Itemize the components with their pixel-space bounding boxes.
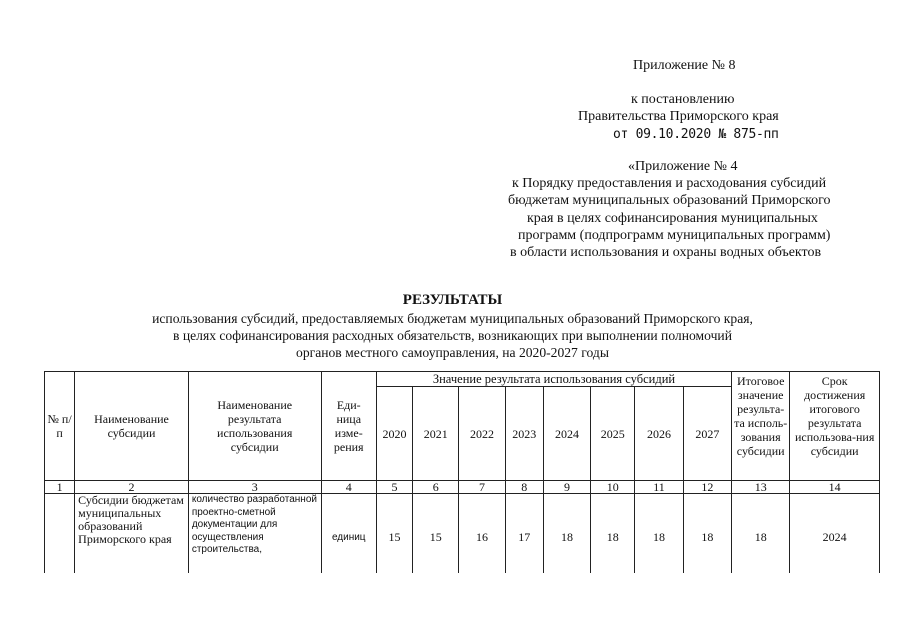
header-year: 2022: [459, 387, 505, 481]
order-line-5: в области использования и охраны водных объектов: [510, 245, 822, 260]
title-line-1: использования субсидий, предоставляемых бюджетам муниципальных образований Приморского края,: [152, 311, 753, 326]
document-title: РЕЗУЛЬТАТЫ: [402, 292, 503, 308]
column-number: 14: [790, 481, 880, 494]
column-number: 1: [45, 481, 75, 494]
order-line-4: программ (подпрограмм муниципальных программ): [518, 228, 831, 243]
header-year: 2020: [376, 387, 412, 481]
row-value-2024: 18: [543, 494, 590, 581]
column-number: 7: [459, 481, 505, 494]
header-year: 2026: [635, 387, 683, 481]
order-line-2: бюджетам муниципальных образований Приморского: [508, 193, 831, 208]
header-year: 2023: [505, 387, 543, 481]
column-number: 9: [543, 481, 590, 494]
row-value-2026: 18: [635, 494, 683, 581]
column-number: 12: [683, 481, 731, 494]
order-line-3: края в целях софинансирования муниципальных: [527, 211, 818, 226]
header-num: № п/п: [45, 372, 75, 481]
header-total: Итоговое значение результа-та исполь-зования субсидии: [732, 372, 790, 481]
column-number: 10: [591, 481, 635, 494]
row-deadline: 2024: [790, 494, 880, 581]
header-subsidy-name: Наименование субсидии: [75, 372, 189, 481]
header-values-group: Значение результата использования субсидий: [376, 372, 731, 387]
column-number: 3: [188, 481, 321, 494]
header-unit: Еди-ница изме-рения: [321, 372, 376, 481]
table-row: [45, 494, 880, 581]
header-year: 2027: [683, 387, 731, 481]
header-row-1: [45, 372, 880, 387]
header-year: 2021: [413, 387, 459, 481]
title-line-2: в целях софинансирования расходных обязательств, возникающих при выполнении полномочий: [173, 328, 732, 343]
page-cutoff: [44, 573, 880, 640]
results-table: [44, 371, 880, 581]
resolution-line-1: к постановлению: [631, 92, 735, 107]
resolution-line-2: Правительства Приморского края: [578, 109, 779, 124]
column-number: 11: [635, 481, 683, 494]
column-number: 13: [732, 481, 790, 494]
row-result-name: количество разработанной проектно-сметной документации для осуществления строительства,: [188, 494, 321, 581]
column-number: 2: [75, 481, 189, 494]
row-value-2027: 18: [683, 494, 731, 581]
resolution-date-stamp: от 09.10.2020 № 875-пп: [613, 127, 779, 142]
title-line-3: органов местного самоуправления, на 2020-2027 годы: [296, 345, 609, 360]
row-value-2021: 15: [413, 494, 459, 581]
row-unit: единиц: [321, 494, 376, 581]
header-result-name: Наименование результата использования субсидии: [188, 372, 321, 481]
column-number-row: [45, 481, 880, 494]
column-number: 6: [413, 481, 459, 494]
header-deadline: Срок достижения итогового результата использова-ния субсидии: [790, 372, 880, 481]
row-value-2022: 16: [459, 494, 505, 581]
row-value-2020: 15: [376, 494, 412, 581]
appendix-number: Приложение № 8: [633, 58, 736, 73]
row-total: 18: [732, 494, 790, 581]
column-number: 8: [505, 481, 543, 494]
row-num: [45, 494, 75, 581]
header-year: 2025: [591, 387, 635, 481]
inner-appendix-number: «Приложение № 4: [628, 159, 738, 174]
row-value-2025: 18: [591, 494, 635, 581]
column-number: 5: [376, 481, 412, 494]
row-subsidy-name: Субсидии бюджетам муниципальных образований Приморского края: [75, 494, 189, 581]
column-number: 4: [321, 481, 376, 494]
row-value-2023: 17: [505, 494, 543, 581]
header-year: 2024: [543, 387, 590, 481]
order-line-1: к Порядку предоставления и расходования субсидий: [512, 176, 827, 191]
